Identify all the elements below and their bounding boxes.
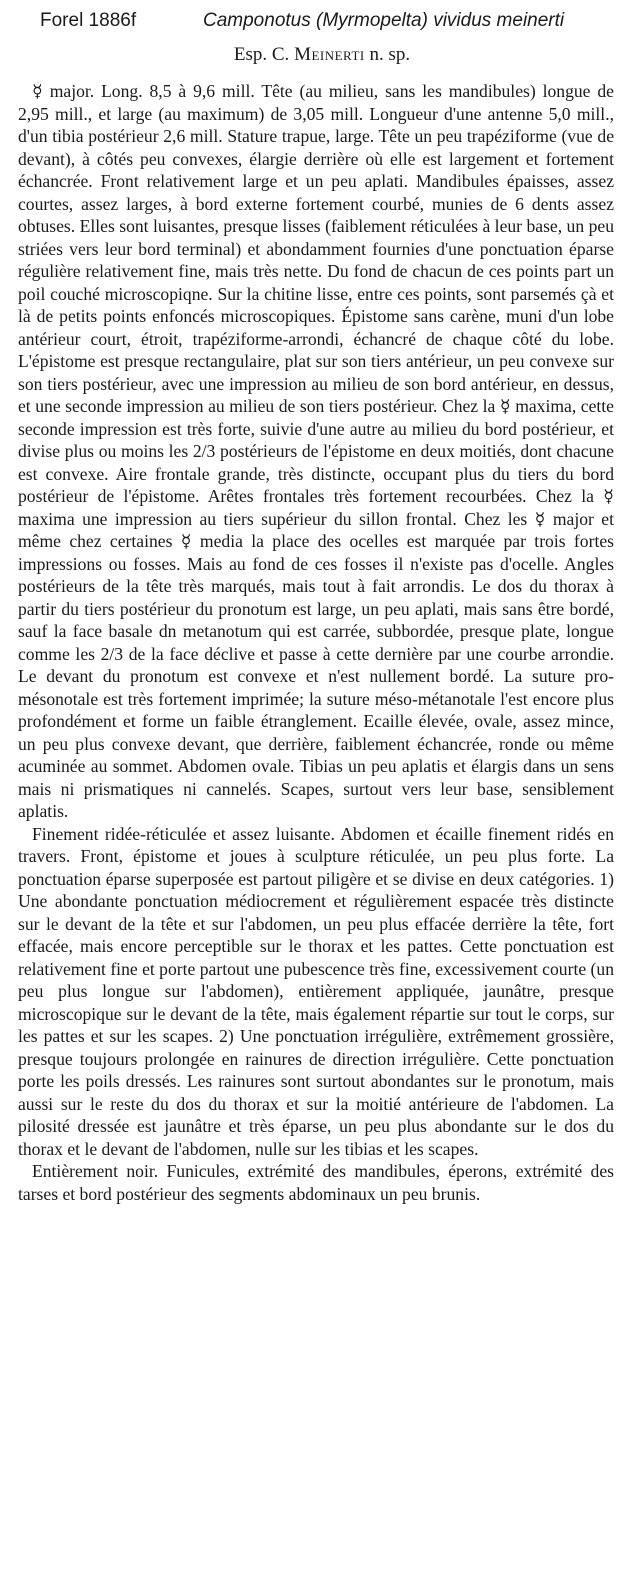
species-title [0,44,628,66]
page-header [0,6,628,36]
title-species-name: Meinerti [294,44,365,65]
paragraph-sculpture: Finement ridée-réticulée et assez luisante. Abdomen et écaille finement ridés en travers. Front, épistome et joues à sculpture réticulée, un peu plus forte. La ponctuation éparse superposée est partout piligère et se divise en deux catégories. 1) Une abondante ponctuation médiocrement et régulièrement espacée très distincte sur le devant de la tête et sur l'abdomen, un peu plus effacée derrière la tête, fort effacée, mais encore perceptible sur le thorax et les pattes. Cette ponctuation est relativement fine et porte partout une pubescence très fine, excessivement courte (un peu plus longue sur l'abdomen), entièrement appliquée, jaunâtre, presque microscopique sur le devant de la tête, mais également répartie sur tout le corps, sur les pattes et sur les scapes. 2) Une ponctuation irrégulière, extrêmement grossière, presque toujours prolongée en rainures de direction irrégulière. Cette ponctuation porte les poils dressés. Les rainures sont surtout abondantes sur le pronotum, mais aussi sur le reste du dos du thorax et sur la moitié antérieure de l'abdomen. La pilosité dressée est jaunâtre et très éparse, un peu plus abondante sur le dos du thorax et le devant de l'abdomen, nulle sur les tibias et les scapes. [18,823,614,1159]
reference-label: Forel 1886f [40,10,137,31]
description-body [18,80,614,1205]
paragraph-morphology: ☿ major. Long. 8,5 à 9,6 mill. Tête (au milieu, sans les mandibules) longue de 2,95 mill., et large (au maximum) de 3,05 mill. Longueur d'une antenne 5,0 mill., d'un tibia postérieur 2,6 mill. Stature trapue, large. Tête un peu trapéziforme (vue de devant), à côtés peu convexes, élargie derrière où elle est largement et fortement échancrée. Front relativement large et un peu aplati. Mandibules épaisses, assez courtes, assez larges, à bord externe fortement courbé, munies de 6 dents assez obtuses. Elles sont luisantes, presque lisses (faiblement réticulées à leur base, un peu striées vers leur bord terminal) et abondamment fournies d'une ponctuation éparse régulière relativement fine, mais très nette. Du fond de chacun de ces points part un poil couché microscopiqne. Sur la chitine lisse, entre ces points, sont parsemés çà et là de petits points enfoncés microscopiques. Épistome sans carène, muni d'un lobe antérieur court, étroit, trapéziforme-arrondi, échancré de chaque côté du lobe. L'épistome est presque rectangulaire, plat sur son tiers antérieur, un peu convexe sur son tiers postérieur, avec une impression au milieu de son bord antérieur, en dessus, et une seconde impression au milieu de son tiers postérieur. Chez la ☿ maxima, cette seconde impression est très forte, suivie d'une autre au milieu du bord postérieur, et divise plus ou moins les 2/3 postérieurs de l'épistome en deux moitiés, dont chacune est convexe. Aire frontale grande, très distincte, occupant plus du tiers du bord postérieur de l'épistome. Arêtes frontales très fortement recourbées. Chez la ☿ maxima une impression au tiers supérieur du sillon frontal. Chez les ☿ major et même chez certaines ☿ media la place des ocelles est marquée par trois fortes impressions ou fosses. Mais au fond de ces fosses il n'existe pas d'ocelle. Angles postérieurs de la tête très marqués, mais tout à fait arrondis. Le dos du thorax à partir du tiers postérieur du pronotum est large, un peu aplati, mais sans être bordé, sauf la face basale dn metanotum qui est carrée, subbordée, presque plate, longue comme les 2/3 de la face déclive et passe à cette dernière par une courbe arrondie. Le devant du pronotum est convexe et n'est nullement bordé. La suture pro-mésonotale est très fortement imprimée; la suture méso-métanotale l'est encore plus profondément et forme un faible étranglement. Ecaille élevée, ovale, assez mince, un peu plus convexe devant, que derrière, faiblement échancrée, ronde ou même acuminée au sommet. Abdomen ovale. Tibias un peu aplatis et élargis dans un sens mais ni prismatiques ni cannelés. Scapes, surtout vers leur base, sensiblement aplatis. [18,81,614,821]
title-prefix: Esp. C. [233,44,290,65]
title-suffix: n. sp. [369,44,411,65]
paragraph-color: Entièrement noir. Funicules, extrémité des mandibules, éperons, extrémité des tarses et bord postérieur des segments abdominaux un peu brunis. [18,1161,614,1204]
taxon-name: Camponotus (Myrmopelta) vividus meinerti [203,10,565,31]
